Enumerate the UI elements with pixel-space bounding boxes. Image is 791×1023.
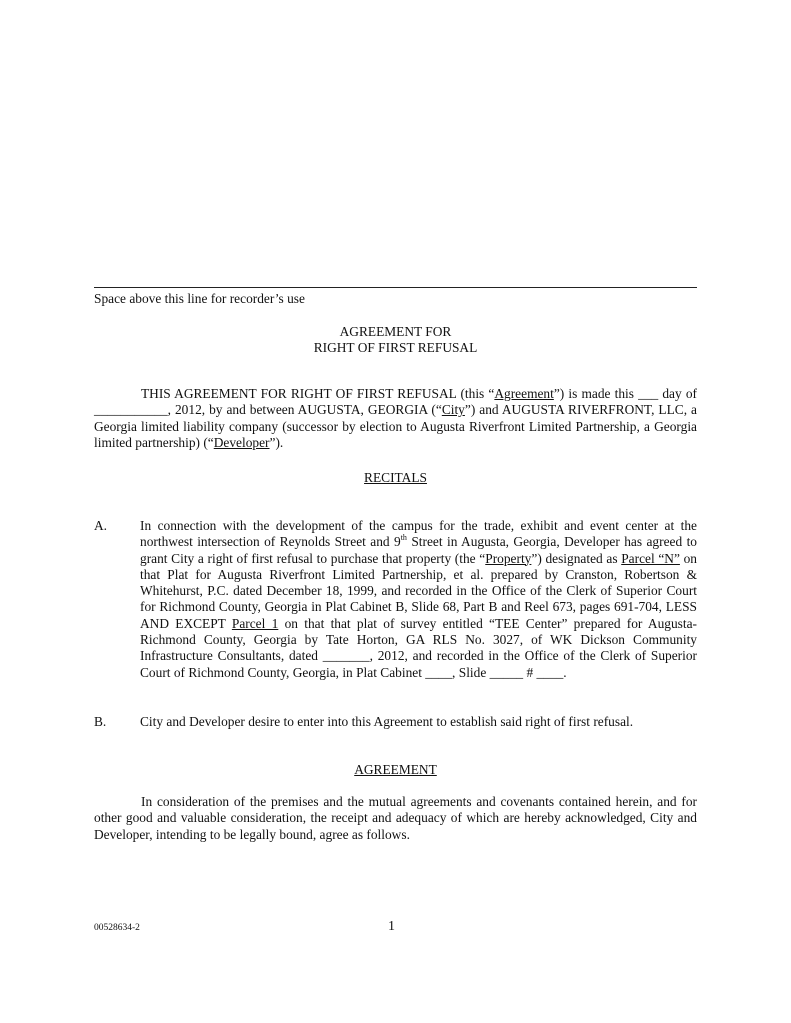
recital-b-label: B. (94, 714, 107, 729)
city-defined-term: City (441, 402, 465, 418)
parcel-n-term: Parcel “N” (621, 550, 680, 566)
page-number: 1 (388, 919, 395, 934)
recorder-note: Space above this line for recorder’s use (94, 291, 305, 306)
title-line-1: AGREEMENT FOR (339, 324, 452, 339)
recital-b-text: City and Developer desire to enter into this Agreement to establish said right of first refusal. (140, 714, 634, 729)
property-defined-term: Property (485, 550, 532, 566)
title-line-2: RIGHT OF FIRST REFUSAL (313, 340, 478, 355)
intro-text-1: THIS AGREEMENT FOR RIGHT OF FIRST REFUSAL (this “ (141, 386, 495, 401)
recital-a-label: A. (94, 518, 108, 533)
agreement-heading: AGREEMENT (354, 762, 437, 777)
intro-text-4: ”). (269, 434, 284, 450)
agreement-defined-term: Agreement (494, 386, 554, 401)
recital-a-text: In connection with the development of the campus for the trade, exhibit and event center at the northwest intersection of Reynolds Street and 9th Street in Augusta, Georgia, Developer has agreed to grant City a right of first refusal to purchase that property (the “Property”) designated as Parcel “N” on that Plat for Augusta Riverfront Limited Partnership, et al. prepared by Cranston, Robertson & Whitehurst, P.C. dated December 18, 1999, and recorded in the Office of the Clerk of Superior Court for Richmond County, Georgia in Plat Cabinet B, Slide 68, Part B and Reel 673, pages 691-704, LESS AND EXCEPT Parcel 1 on that that plat of survey entitled “TEE Center” prepared for Augusta-Richmond County, Georgia by Tate Horton, GA RLS No. 3027, of WK Dickson Community Infrastructure Consultants, dated _______, 2012, and recorded in the Office of the Clerk of Superior Court of Richmond County, Georgia, in Plat Cabinet ____, Slide _____ # ____. (140, 518, 698, 680)
recitals-heading: RECITALS (364, 470, 427, 485)
recorder-divider-line (94, 287, 697, 288)
intro-text-2: ”) is made this ___ day of ___________, 2012, by and between AUGUSTA, GEORGIA (“ (94, 386, 697, 418)
developer-defined-term: Developer (213, 434, 270, 450)
intro-text-3: ”) and AUGUSTA RIVERFRONT, LLC, a Georgia limited liability company (successor by election to Augusta Riverfront Limited Partnership, a Georgia limited partnership) (“ (94, 402, 697, 450)
consideration-paragraph: In consideration of the premises and the mutual agreements and covenants contained herein, and for other good and valuable consideration, the receipt and adequacy of which are hereby acknowledged, City and Developer, intending to be legally bound, agree as follows. (94, 794, 697, 842)
intro-paragraph (94, 386, 697, 451)
ordinal-suffix: th (400, 533, 407, 543)
document-code: 00528634-2 (94, 923, 140, 933)
parcel-1-term: Parcel 1 (231, 615, 279, 631)
